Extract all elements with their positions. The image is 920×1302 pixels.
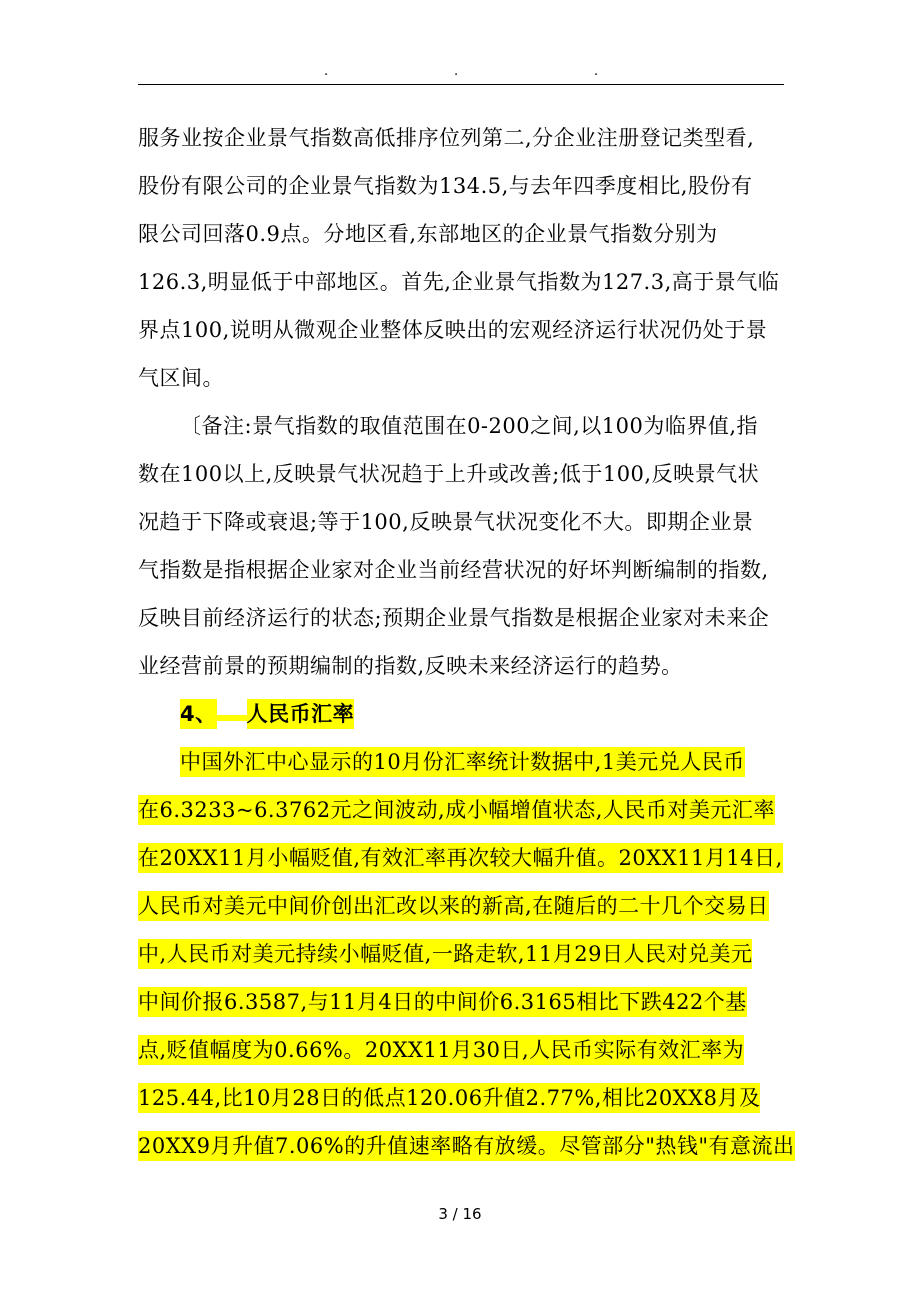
text-line: 服务业按企业景气指数高低排序位列第二,分企业注册登记类型看, — [138, 126, 755, 150]
text-line — [138, 930, 790, 978]
text-line: 126.3,明显低于中部地区。首先,企业景气指数为127.3,高于景气临 — [138, 270, 780, 294]
header-dot: . — [324, 64, 329, 79]
page-header — [138, 62, 784, 82]
paragraph-exchange-rate — [138, 738, 795, 1170]
document-body — [138, 114, 795, 1170]
text-line: 气指数是指根据企业家对企业当前经营状况的好坏判断编制的指数, — [138, 558, 769, 582]
text-line: 界点100,说明从微观企业整体反映出的宏观经济运行状况仍处于景 — [138, 318, 768, 342]
highlighted-text: 20XX9月升值7.06%的升值速率略有放缓。尽管部分"热钱"有意流出 — [138, 1131, 795, 1161]
heading-number: 4、 — [180, 699, 217, 729]
text-line: 股份有限公司的企业景气指数为134.5,与去年四季度相比,股份有 — [138, 174, 753, 198]
text-line — [138, 882, 790, 930]
text-line — [138, 738, 790, 786]
page-number: 3 / 16 — [438, 1205, 482, 1223]
highlighted-text: 点,贬值幅度为0.66%。20XX11月30日,人民币实际有效汇率为 — [138, 1035, 744, 1065]
text-line: 况趋于下降或衰退;等于100,反映景气状况变化不大。即期企业景 — [138, 510, 754, 534]
highlighted-text: 中间价报6.3587,与11月4日的中间价6.3165相比下跌422个基 — [138, 987, 747, 1017]
text-line — [138, 1074, 790, 1122]
text-line: 业经营前景的预期编制的指数,反映未来经济运行的趋势。 — [138, 654, 683, 678]
highlighted-text: 人民币对美元中间价创出汇改以来的新高,在随后的二十几个交易日 — [138, 891, 769, 921]
text-line — [138, 834, 790, 882]
highlighted-text: 在20XX11月小幅贬值,有效汇率再次较大幅升值。20XX11月14日, — [138, 843, 783, 873]
highlighted-text: 中国外汇中心显示的10月份汇率统计数据中,1美元兑人民币 — [180, 747, 745, 777]
text-line — [138, 1026, 790, 1074]
highlighted-text: 中,人民币对美元持续小幅贬值,一路走软,11月29日人民对兑美元 — [138, 939, 752, 969]
section-heading — [138, 690, 790, 738]
text-line — [138, 1122, 795, 1170]
paragraph-business-index — [138, 114, 790, 402]
header-rule — [138, 84, 784, 85]
text-line: 限公司回落0.9点。分地区看,东部地区的企业景气指数分别为 — [138, 222, 718, 246]
highlighted-text: 125.44,比10月28日的低点120.06升值2.77%,相比20XX8月及 — [138, 1083, 760, 1113]
header-dot: . — [594, 64, 599, 79]
text-line: 数在100以上,反映景气状况趋于上升或改善;低于100,反映景气状 — [138, 462, 760, 486]
header-dot: . — [454, 64, 459, 79]
paragraph-note — [138, 402, 790, 690]
text-line: 气区间。 — [138, 366, 224, 390]
heading-title: 人民币汇率 — [247, 699, 355, 729]
text-line: 〔备注:景气指数的取值范围在0-200之间,以100为临界值,指 — [180, 414, 759, 438]
heading-gap — [217, 715, 247, 721]
highlighted-text: 在6.3233~6.3762元之间波动,成小幅增值状态,人民币对美元汇率 — [138, 795, 775, 825]
text-line — [138, 978, 790, 1026]
text-line — [138, 786, 790, 834]
text-line: 反映目前经济运行的状态;预期企业景气指数是根据企业家对未来企 — [138, 606, 770, 630]
